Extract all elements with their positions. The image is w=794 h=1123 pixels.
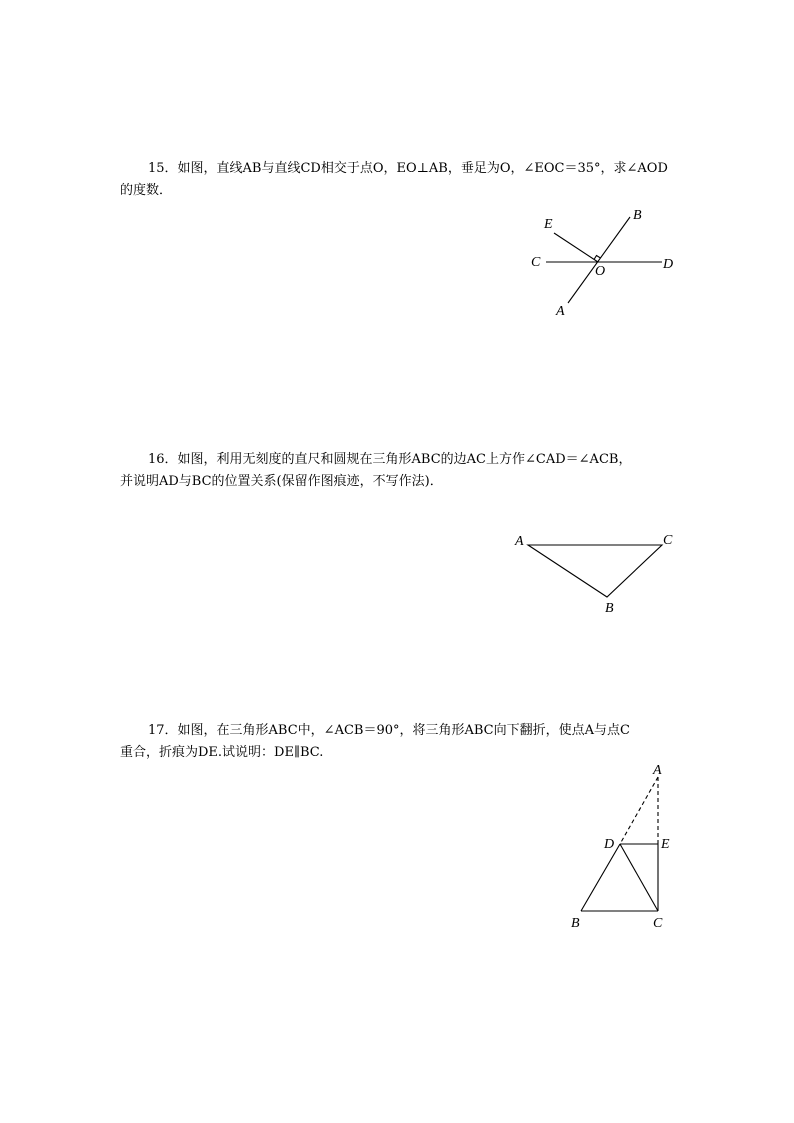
- ray-oe: [554, 233, 598, 262]
- label-e: E: [661, 837, 670, 852]
- figure-15: [520, 200, 690, 325]
- label-c: C: [531, 255, 541, 270]
- problem-15: [120, 158, 680, 202]
- label-a: A: [556, 304, 565, 319]
- label-c: C: [653, 916, 663, 931]
- label-e: E: [544, 217, 553, 232]
- label-c: C: [663, 533, 673, 548]
- label-b: B: [571, 916, 580, 931]
- label-d: D: [663, 257, 674, 272]
- problem-15-line-2: 的度数．: [120, 183, 173, 198]
- problem-16-line-2: 并说明AD与BC的位置关系(保留作图痕迹，不写作法)．: [120, 474, 443, 489]
- problem-15-line-1: 15．如图，直线AB与直线CD相交于点O，EO⊥AB，垂足为O，∠EOC＝35°，求∠AOD: [148, 161, 668, 176]
- label-a: A: [515, 534, 524, 549]
- segment-ad-dashed: [620, 777, 658, 844]
- problem-16: [120, 449, 680, 493]
- figure-17: [560, 755, 700, 935]
- line-ab: [568, 217, 630, 303]
- problem-17-line-2: 重合，折痕为DE.试说明：DE∥BC.: [120, 745, 324, 760]
- problem-16-line-1: 16．如图，利用无刻度的直尺和圆规在三角形ABC的边AC上方作∠CAD＝∠ACB，: [148, 452, 632, 467]
- segment-dc: [620, 844, 658, 911]
- figure-16: [505, 525, 690, 620]
- label-a: A: [653, 763, 662, 778]
- segment-bd: [581, 844, 620, 911]
- label-b: B: [633, 208, 642, 223]
- label-b: B: [605, 601, 614, 616]
- problem-17-line-1: 17．如图，在三角形ABC中，∠ACB＝90°，将三角形ABC向下翻折，使点A与点C: [148, 723, 630, 738]
- label-o: O: [595, 264, 606, 279]
- label-d: D: [604, 837, 615, 852]
- triangle-abc: [528, 545, 662, 597]
